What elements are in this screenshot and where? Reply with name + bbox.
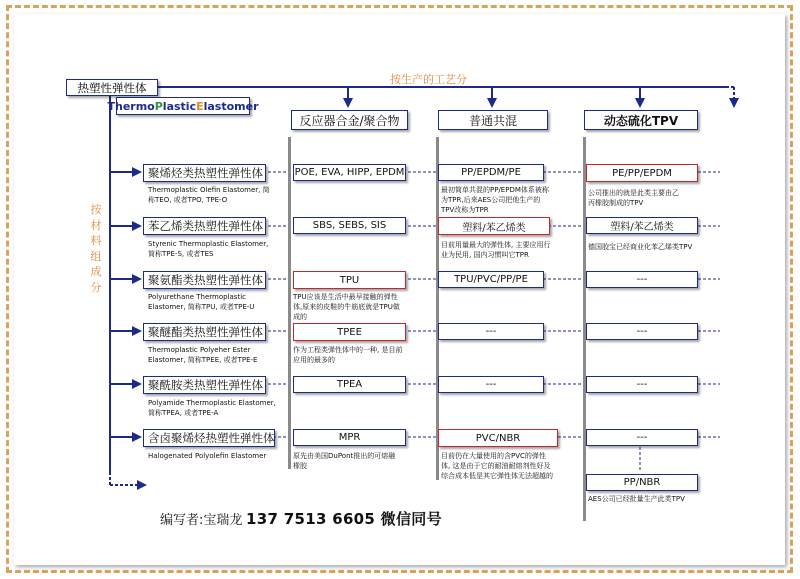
cell-r1-tpv-note: 公司推出的就是此类主要由乙 丙橡胶制成的TPV (588, 189, 679, 207)
category-tpee: 聚醚酯类热塑性弹性体 (143, 323, 266, 341)
category-tps-note: Styrenic Thermoplastic Elastomer, 简称TPE-S, 或者TES (148, 240, 269, 258)
material-label: 按 材 料 组 成 分 (90, 203, 102, 294)
cell-r1-reactor: POE, EVA, HIPP, EPDM (293, 164, 406, 181)
cell-r1-tpv: PE/PP/EPDM (586, 164, 698, 182)
column-header-blend: 普通共混 (438, 110, 548, 130)
cell-r6-blend: PVC/NBR (438, 429, 558, 447)
cell-r4-tpv: --- (586, 323, 698, 340)
cell-r4-reactor-note: 作为工程类弹性体中的一种, 是目前 应用的最多的 (293, 346, 403, 364)
cell-r2-reactor: SBS, SEBS, SIS (293, 217, 406, 234)
process-label: 按生产的工艺分 (390, 73, 467, 86)
cell-r3-reactor-note: TPU应该是生活中最早接触的弹性 体,原来的皮鞋的牛筋底就是TPU做 成的 (293, 293, 400, 321)
cell-r4-reactor: TPEE (293, 323, 406, 341)
category-tpo-note: Thermoplastic Olefin Elastomer, 简 称TEO, 或者TPO, TPE-O (148, 186, 270, 204)
english-title: Thermo P lastic E lastomer (116, 97, 250, 115)
cell-r6-reactor-note: 原先由美国DuPont推出的可熔融 橡胶 (293, 452, 396, 470)
category-tpo: 聚烯烃类热塑性弹性体 (143, 164, 266, 182)
cell-r6-blend-note: 目前仍在大量使用的含PVC的弹性 体, 这是由于它的耐油耐熔剂性好及 综合成本低是其它弹性体无法超越的 (441, 452, 553, 480)
cell-r1-blend-note: 最初简单共混的PP/EPDM体系被称 为TPR,后来AES公司把他生产的 TPV改称为TPR (441, 186, 549, 214)
phone: 137 7513 6605 微信同号 (246, 510, 442, 528)
column-1-bar (288, 137, 291, 469)
cell-r5-blend: --- (438, 376, 544, 393)
cell-r2-tpv: 塑料/苯乙烯类 (586, 217, 698, 234)
root-title: 热塑性弹性体 (66, 79, 158, 96)
cell-r6-tpv: --- (586, 429, 698, 446)
category-halogenated: 含卤聚烯烃热塑性弹性体 (143, 429, 275, 447)
cell-r3-reactor: TPU (293, 271, 406, 289)
category-tpu-note: Polyurethane Thermoplastic Elastomer, 简称TPU, 或者TPE-U (148, 293, 255, 311)
category-halogenated-note: Halogenated Polyolefin Elastomer (148, 452, 267, 460)
category-tpea-note: Polyamide Thermoplastic Elastomer, 简称TPEA, 或者TPE-A (148, 399, 276, 417)
category-tpea: 聚酰胺类热塑性弹性体 (143, 376, 266, 394)
cell-extra-tpv-note: AES公司已经批量生产此类TPV (588, 495, 685, 503)
author: 编写者:宝瑞龙 (160, 513, 243, 528)
cell-r5-tpv: --- (586, 376, 698, 393)
category-tpu: 聚氨酯类热塑性弹性体 (143, 271, 266, 289)
cell-r3-blend: TPU/PVC/PP/PE (438, 271, 544, 288)
cell-r5-reactor: TPEA (293, 376, 406, 393)
cell-r2-blend-note: 目前用量最大的弹性体, 主要应用行 业为民用, 国内习惯叫它TPR (441, 241, 551, 259)
column-header-reactor: 反应器合金/聚合物 (291, 110, 408, 130)
cell-r2-blend: 塑料/苯乙烯类 (438, 217, 550, 235)
category-tps: 苯乙烯类热塑性弹性体 (143, 217, 266, 235)
cell-extra-tpv: PP/NBR (586, 474, 698, 491)
cell-r6-reactor: MPR (293, 429, 406, 446)
category-tpee-note: Thermoplastic Polyeher Ester Elastomer, 简称TPEE, 或者TPE-E (148, 346, 258, 364)
cell-r4-blend: --- (438, 323, 544, 340)
column-header-tpv: 动态硫化TPV (584, 110, 698, 130)
cell-r2-tpv-note: 德国胶宝已经商业化苯乙烯类TPV (588, 243, 693, 251)
cell-r1-blend: PP/EPDM/PE (438, 164, 544, 181)
cell-r3-tpv: --- (586, 271, 698, 288)
